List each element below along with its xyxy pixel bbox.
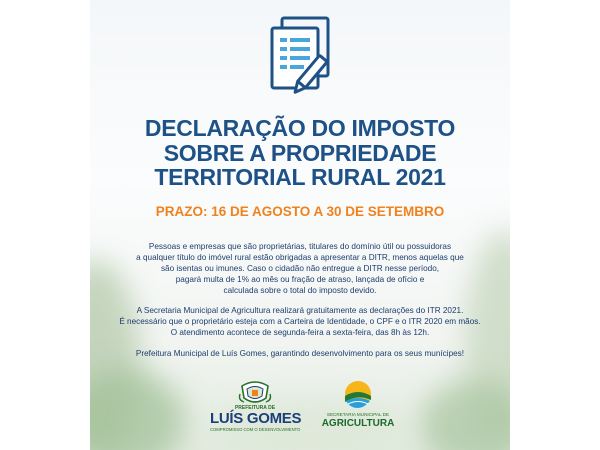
closing-text bbox=[90, 348, 510, 359]
paragraph-line: A Secretaria Municipal de Agricultura realizará gratuitamente as declarações do ITR 2021. bbox=[136, 306, 464, 315]
title-line: DECLARAÇÃO DO IMPOSTO bbox=[144, 115, 456, 141]
page-title bbox=[90, 116, 510, 190]
logo-slogan: COMPROMISSO COM O DESENVOLVIMENTO bbox=[210, 427, 301, 432]
agriculture-emblem-icon bbox=[342, 380, 374, 410]
paragraph-line: O atendimento acontece de segunda-feira a sexta-feira, das 8h às 12h. bbox=[170, 328, 430, 337]
prefeitura-logo bbox=[210, 380, 300, 440]
paragraph-line: Pessoas e empresas que são proprietárias, titulares do domínio útil ou possuidoras bbox=[148, 242, 452, 251]
document-pencil-icon bbox=[260, 16, 340, 101]
logo-label: SECRETARIA MUNICIPAL DE bbox=[326, 412, 390, 417]
paragraph-line: a qualquer título do imóvel rural estão obrigadas a apresentar a DITR, menos aquelas que bbox=[136, 253, 464, 262]
logo-name: AGRICULTURA bbox=[321, 418, 395, 429]
paragraph-line: É necessário que o proprietário esteja com a Carteira de Identidade, o CPF e o ITR 2020 em mãos. bbox=[119, 317, 481, 326]
paragraph-line: pagará multa de 1% ao mês ou fração de atraso, lançada de ofício e bbox=[175, 275, 425, 284]
logo-label: PREFEITURA DE bbox=[234, 405, 276, 411]
title-line: TERRITORIAL RURAL 2021 bbox=[154, 164, 446, 190]
secretaria-logo bbox=[318, 380, 398, 440]
background-blur bbox=[90, 370, 185, 450]
background-blur bbox=[420, 380, 510, 450]
poster bbox=[90, 0, 510, 450]
logo-name: LUÍS GOMES bbox=[210, 410, 302, 427]
service-paragraph bbox=[90, 305, 510, 338]
title-line: SOBRE A PROPRIEDADE bbox=[163, 139, 437, 166]
info-paragraph bbox=[90, 241, 510, 296]
paragraph-line: calculada sobre o total do imposto devido. bbox=[223, 286, 377, 295]
paragraph-line: são isentas ou imunes. Caso o cidadão não entregue a DITR nesse período, bbox=[160, 264, 440, 273]
deadline-text: PRAZO: 16 DE AGOSTO A 30 DE SETEMBRO bbox=[155, 204, 445, 219]
paragraph-line: Prefeitura Municipal de Luís Gomes, garantindo desenvolvimento para os seus munícipes! bbox=[135, 349, 465, 358]
city-crest-icon bbox=[238, 380, 272, 406]
